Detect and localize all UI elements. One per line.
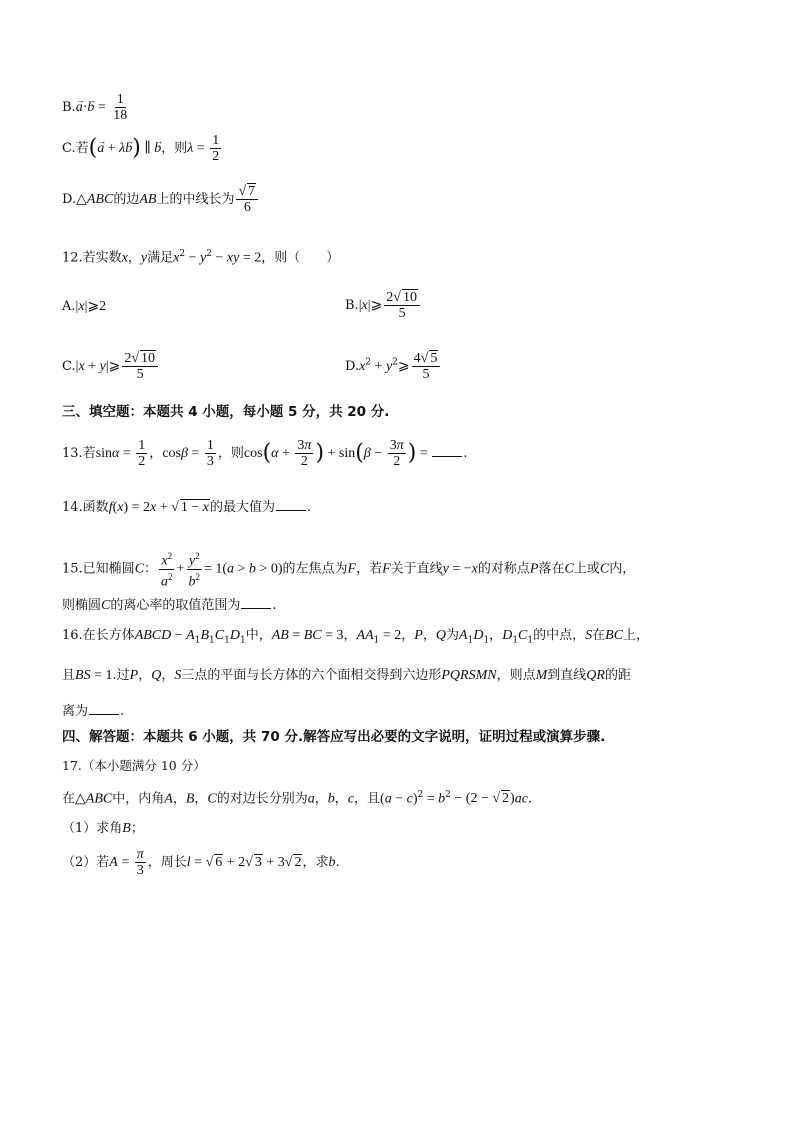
text: 为 [446,628,460,643]
q17-part-2: （2）若A = $\frac{\pi}{3}$ ，周长l = √ 6 + 2√ 3 + 3√ 2，求b. [62,847,340,878]
q12-option-d: $D.x^2$ + $y^2⩾$ $\frac{4√ 5}{5}$ [345,351,442,382]
answer-blank[interactable] [432,444,462,457]
text: 的离心率的取值范围为 [110,598,241,613]
q12-stem: 12.若实数x，y满足$x^2 - y^2$ − xy = 2，则（ ） [62,249,340,266]
text: 中， [245,628,272,643]
text: 的最大值为 [209,500,275,515]
option-label: C. [62,359,76,374]
q13: 13.若sinα = $\frac{1}{2}$ ，cosβ = $\frac{1}{3}$ ，则cos(α + $\frac{3\pi}{2}$ ) + sin(β − $\frac{3\pi}{2}$ ) = . [62,438,468,469]
text: ，则（ ） [261,250,340,266]
text: 15.已知椭圆 [62,561,135,577]
q14: 14.函数f(x) = 2x + √ 1 − x的最大值为 . [62,500,312,515]
text: 在 [62,791,76,807]
text: 中，内角 [112,791,165,807]
text: ，若 [356,561,383,577]
fraction: $\frac{3\pi}{2}$ [389,438,404,469]
text: 的中点， [533,628,586,643]
text: 13.若 [62,446,96,461]
text: 满足 [147,250,174,266]
text: 上， [623,628,650,643]
fraction: $\frac{2√ 10}{5}$ [384,290,420,321]
fraction: $\frac{1}{2}$ [212,133,220,164]
answer-blank[interactable] [276,498,306,511]
text: 14.函数 [62,500,109,515]
q11-option-c: C.若(→ a + λ→ b) ∥ → b，则λ = $\frac{1}{2}$ [62,133,223,164]
text: 的左焦点为 [282,561,348,577]
q11-option-d: D.△ABC的边AB上的中线长为 $\frac{√ 7}{6}$ [62,184,260,215]
section-4-heading: 四、解答题：本题共 6 小题，共 70 分.解答应写出必要的文字说明，证明过程或演算步骤. [62,729,606,745]
q12-option-a: A.|x|⩾2 [62,299,107,314]
text: 的对边长分别为 [216,791,308,807]
text: ，则点 [496,668,536,683]
text: 16.在长方体 [62,628,135,643]
fraction: $\frac{\pi}{3}$ [136,847,144,878]
q15-line-2: 则椭圆C的离心率的取值范围为 . [62,598,277,613]
fraction: $\frac{x^2}{a^2}$ [161,551,173,590]
text: 的边 [113,192,140,207]
q11-option-b: B.→ a·→ b = $\frac{1}{18}$ [62,92,131,123]
fraction: $\frac{y^2}{b^2}$ [188,551,200,590]
option-label: C. [62,141,76,156]
q16-line-1: 16.在长方体ABCD − $A_1B_1C_1D_1$中，AB = BC = 3，$AA_1 = 2$，P，Q为$A_1D_1$，$D_1C_1$的中点，S在BC上， [62,628,650,646]
q15-line-1: 15.已知椭圆C： $\frac{x^2}{a^2}$ + $\frac{y^2}{b^2}$ = 1(a > b > 0)的左焦点为F，若F关于直线y = −x的对称点P落在C上或C内， [62,551,636,590]
text: 落在 [538,561,565,577]
option-label: B. [62,100,76,115]
text: 的对称点 [477,561,530,577]
text: ，求 [302,855,329,870]
fraction: $\frac{√ 7}{6}$ [236,184,258,215]
text: 到直线 [547,668,587,683]
fraction: $\frac{4√ 5}{5}$ [412,351,441,382]
answer-blank[interactable] [241,596,271,609]
fraction: $\frac{3\pi}{2}$ [297,438,312,469]
text: 上的中线长为 [156,192,235,207]
q12-option-b: B.|x|⩾ $\frac{2√ 10}{5}$ [345,290,422,321]
text: 三点的平面与长方体的六个面相交得到六边形 [181,668,442,683]
answer-blank[interactable] [89,702,119,715]
fraction: $\frac{1}{2}$ [138,438,146,469]
text: ，则 [217,446,244,461]
text: （2）若 [62,855,110,870]
fraction: $\frac{1}{18}$ [113,92,128,123]
text: 上或 [573,561,600,577]
text: 的距 [604,668,631,683]
text: ，且 [354,791,381,807]
q17-part-1: （1）求角B； [62,821,144,836]
fraction: $\frac{1}{3}$ [206,438,214,469]
option-label: D. [345,359,360,374]
text: 离为 [62,704,89,719]
q17-stem: 在△ABC中，内角A，B，C的对边长分别为a，b，c，且$(a - c)^2 = b^2 - (2$ − √ 2)ac. [62,790,533,807]
fraction: $\frac{2√ 10}{5}$ [122,351,158,382]
text: 关于直线 [390,561,443,577]
text: 若 [75,141,89,156]
q16-line-2: 且BS = 1.过P，Q，S三点的平面与长方体的六个面相交得到六边形PQRSMN，则点M到直线QR的距 [62,668,631,683]
q16-line-3: 离为 . [62,704,125,719]
option-label: D. [62,192,77,207]
text: 12.若实数 [62,250,122,266]
text: ，周长 [147,855,187,870]
text: 在 [592,628,606,643]
text: 内， [609,561,636,577]
text: 则椭圆 [62,598,102,613]
text: （1）求角 [62,821,123,836]
text: ，则 [161,141,188,156]
option-label: A. [62,299,76,314]
section-3-heading: 三、填空题：本题共 4 小题，每小题 5 分，共 20 分. [62,404,390,420]
q17-header: 17.（本小题满分 10 分） [62,758,206,773]
q12-option-c: C.|x + y|⩾ $\frac{2√ 10}{5}$ [62,351,160,382]
option-label: B. [345,298,359,313]
text: 且 [62,668,76,683]
text: ； [130,821,144,836]
text: .过 [112,668,130,683]
